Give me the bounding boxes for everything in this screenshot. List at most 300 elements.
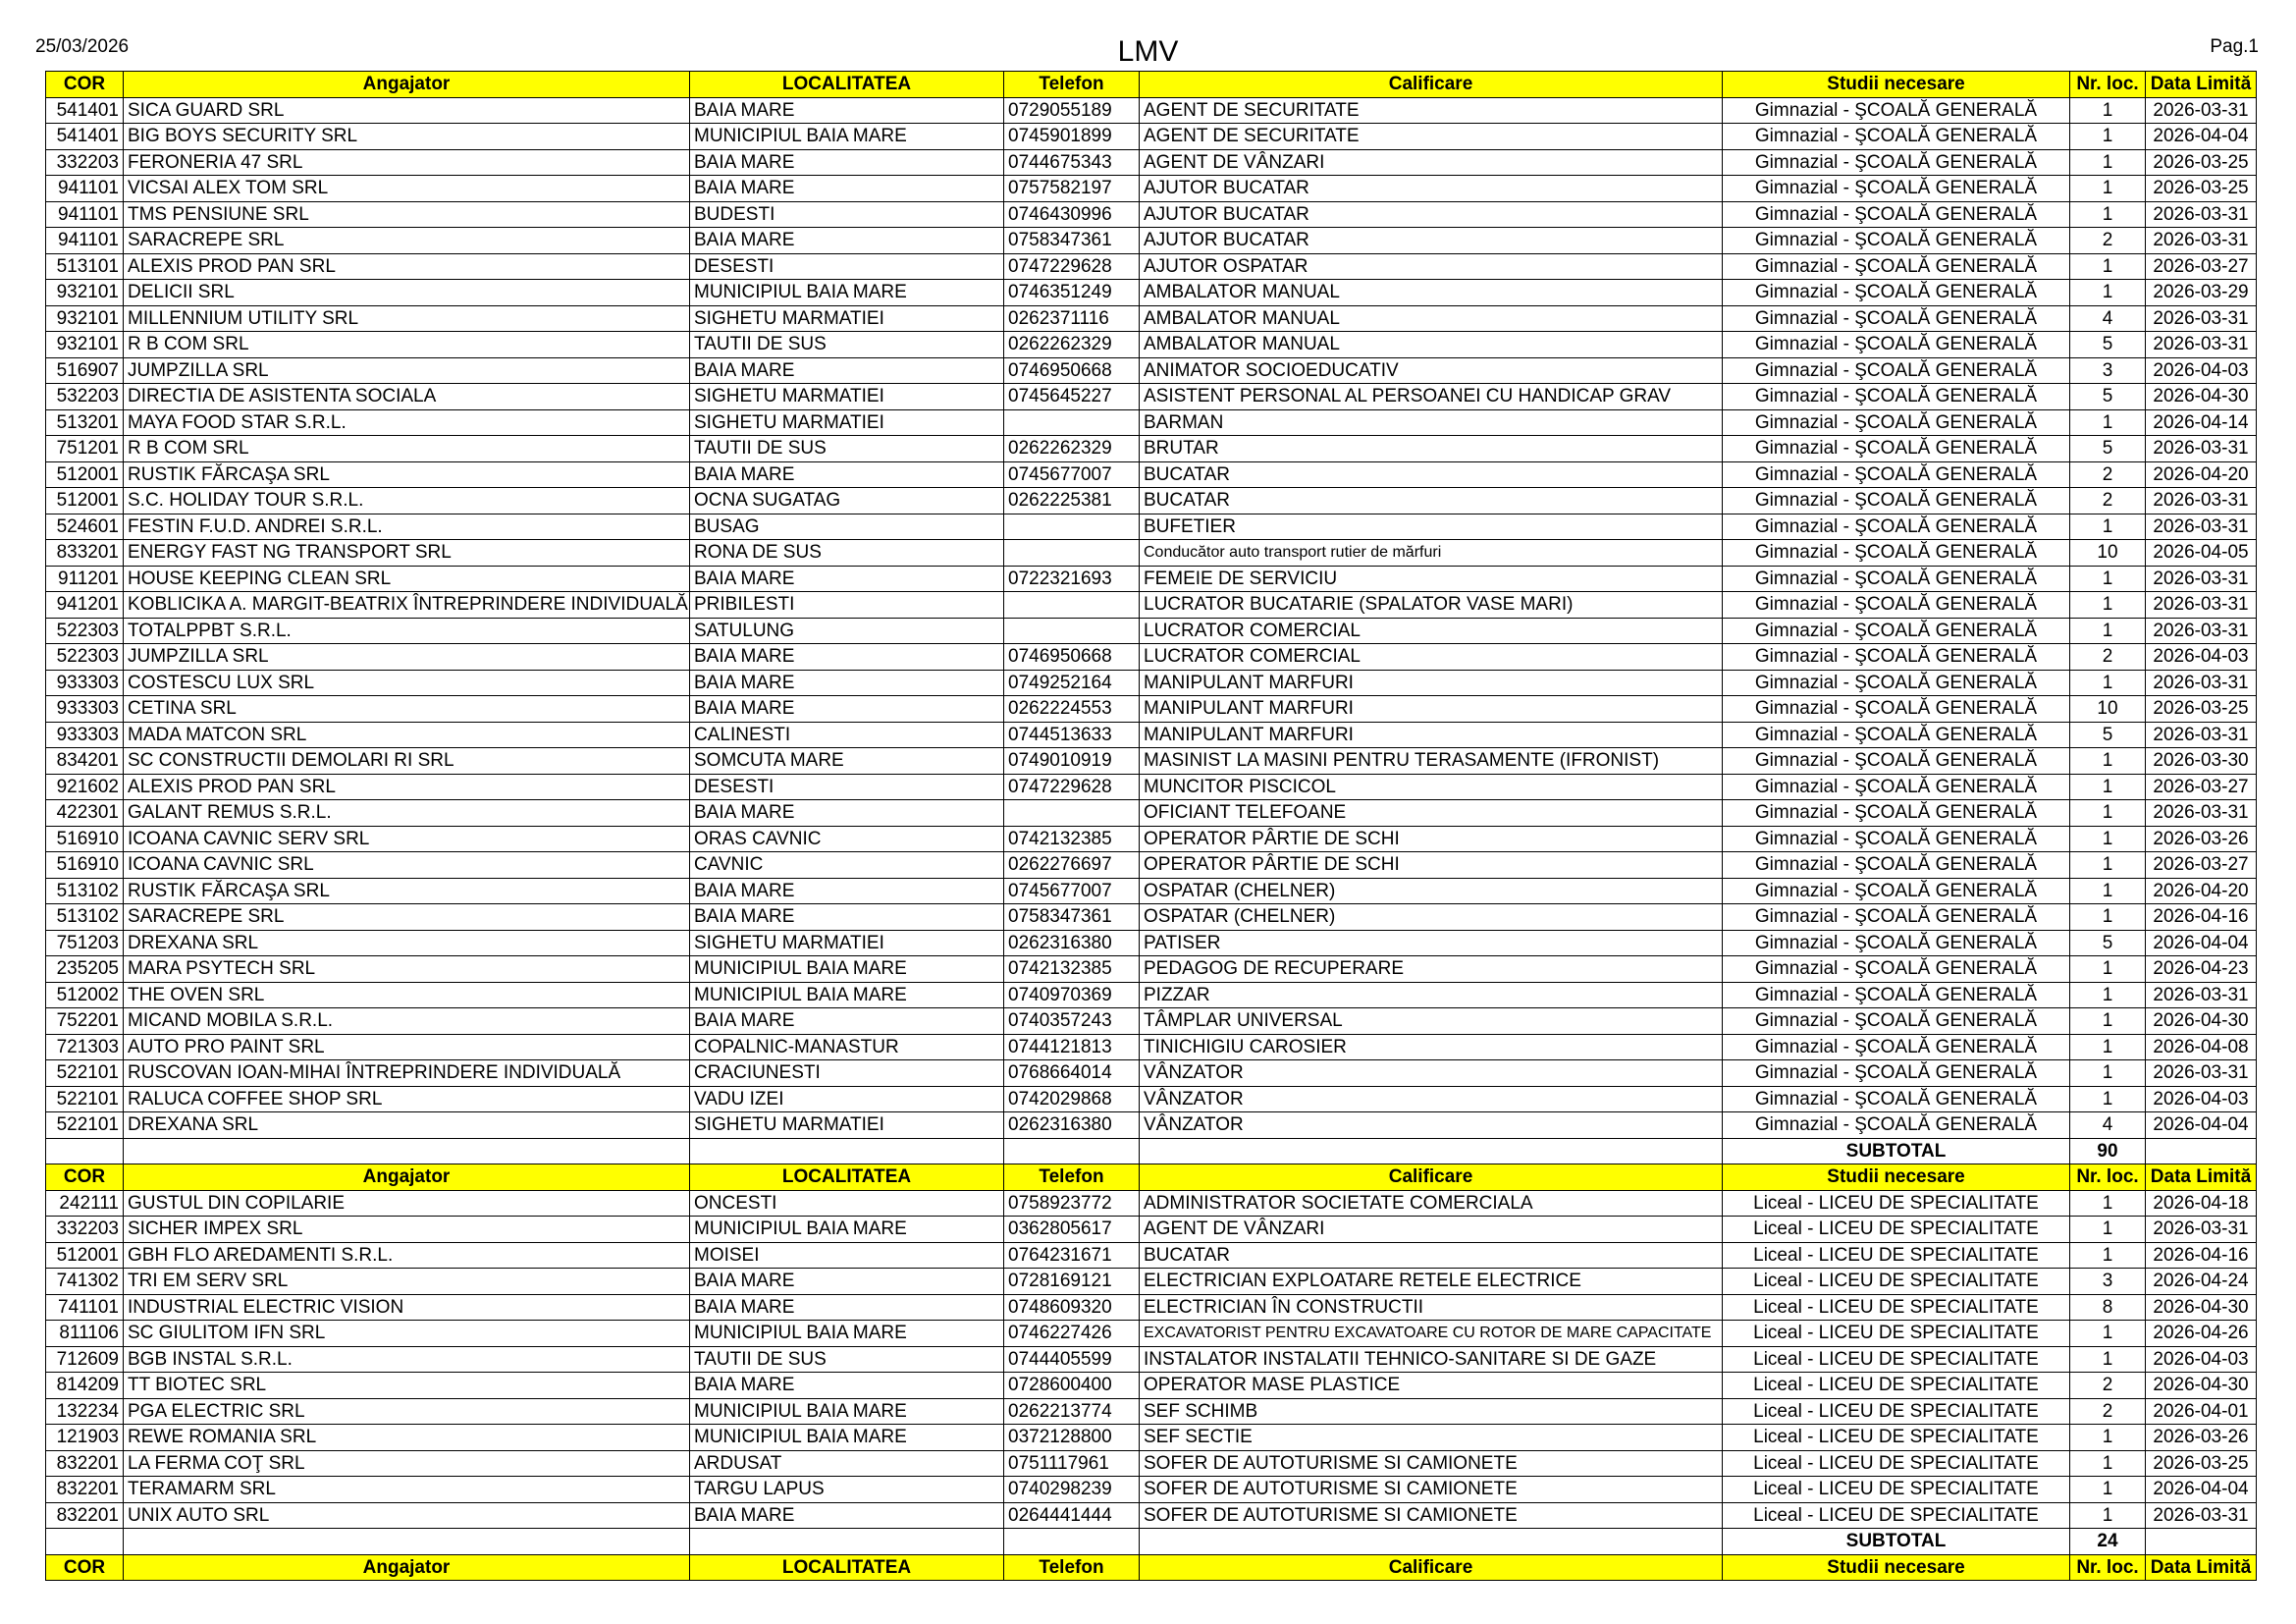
table-row xyxy=(46,1086,2257,1112)
table-row xyxy=(46,461,2257,488)
locality-cell: CALINESTI xyxy=(690,722,1004,748)
deadline-cell: 2026-03-31 xyxy=(2146,1502,2257,1529)
cor-cell: 541401 xyxy=(46,97,124,124)
studies-cell: Gimnazial - ŞCOALĂ GENERALĂ xyxy=(1723,409,2070,436)
studies-cell: Gimnazial - ŞCOALĂ GENERALĂ xyxy=(1723,956,2070,983)
column-header-employer: Angajator xyxy=(124,1554,690,1581)
cor-cell: 834201 xyxy=(46,748,124,775)
empty-cell xyxy=(690,1529,1004,1555)
deadline-cell: 2026-04-26 xyxy=(2146,1321,2257,1347)
deadline-cell: 2026-03-30 xyxy=(2146,748,2257,775)
positions-cell: 1 xyxy=(2070,1425,2146,1451)
qualification-cell: ELECTRICIAN ÎN CONSTRUCTII xyxy=(1140,1294,1723,1321)
column-header-studies: Studii necesare xyxy=(1723,1554,2070,1581)
employer-cell: ICOANA CAVNIC SERV SRL xyxy=(124,826,690,852)
studies-cell: Gimnazial - ŞCOALĂ GENERALĂ xyxy=(1723,618,2070,644)
deadline-cell: 2026-04-05 xyxy=(2146,540,2257,567)
employer-cell: RUSTIK FĂRCAŞA SRL xyxy=(124,461,690,488)
table-row xyxy=(46,1502,2257,1529)
phone-cell: 0745677007 xyxy=(1004,461,1140,488)
phone-cell: 0262224553 xyxy=(1004,696,1140,723)
deadline-cell: 2026-04-01 xyxy=(2146,1398,2257,1425)
phone-cell: 0262316380 xyxy=(1004,1112,1140,1139)
employer-cell: GUSTUL DIN COPILARIE xyxy=(124,1190,690,1217)
column-header-phone: Telefon xyxy=(1004,1554,1140,1581)
locality-cell: MUNICIPIUL BAIA MARE xyxy=(690,1217,1004,1243)
cor-cell: 833201 xyxy=(46,540,124,567)
locality-cell: SIGHETU MARMATIEI xyxy=(690,384,1004,410)
studies-cell: Gimnazial - ŞCOALĂ GENERALĂ xyxy=(1723,332,2070,358)
qualification-cell: TÂMPLAR UNIVERSAL xyxy=(1140,1008,1723,1035)
employer-cell: HOUSE KEEPING CLEAN SRL xyxy=(124,566,690,592)
column-header-positions: Nr. loc. xyxy=(2070,1554,2146,1581)
deadline-cell: 2026-03-27 xyxy=(2146,253,2257,280)
employer-cell: SARACREPE SRL xyxy=(124,904,690,931)
deadline-cell: 2026-03-31 xyxy=(2146,670,2257,696)
studies-cell: Gimnazial - ŞCOALĂ GENERALĂ xyxy=(1723,1008,2070,1035)
positions-cell: 1 xyxy=(2070,826,2146,852)
phone-cell: 0742132385 xyxy=(1004,956,1140,983)
positions-cell: 5 xyxy=(2070,930,2146,956)
table-row xyxy=(46,201,2257,228)
locality-cell: CAVNIC xyxy=(690,852,1004,879)
qualification-cell: AJUTOR BUCATAR xyxy=(1140,176,1723,202)
positions-cell: 1 xyxy=(2070,852,2146,879)
locality-cell: OCNA SUGATAG xyxy=(690,488,1004,514)
subtotal-value: 24 xyxy=(2070,1529,2146,1555)
studies-cell: Liceal - LICEU DE SPECIALITATE xyxy=(1723,1217,2070,1243)
phone-cell: 0744405599 xyxy=(1004,1346,1140,1373)
employer-cell: JUMPZILLA SRL xyxy=(124,644,690,671)
cor-cell: 512001 xyxy=(46,461,124,488)
employer-cell: ALEXIS PROD PAN SRL xyxy=(124,774,690,800)
cor-cell: 941101 xyxy=(46,201,124,228)
locality-cell: TAUTII DE SUS xyxy=(690,332,1004,358)
locality-cell: BAIA MARE xyxy=(690,696,1004,723)
table-row xyxy=(46,696,2257,723)
locality-cell: DESESTI xyxy=(690,774,1004,800)
qualification-cell: TINICHIGIU CAROSIER xyxy=(1140,1034,1723,1060)
employer-cell: TT BIOTEC SRL xyxy=(124,1373,690,1399)
positions-cell: 1 xyxy=(2070,1008,2146,1035)
locality-cell: SIGHETU MARMATIEI xyxy=(690,305,1004,332)
empty-cell xyxy=(2146,1138,2257,1164)
report-title: LMV xyxy=(1117,35,1179,68)
phone-cell: 0745901899 xyxy=(1004,124,1140,150)
phone-cell xyxy=(1004,409,1140,436)
locality-cell: MUNICIPIUL BAIA MARE xyxy=(690,982,1004,1008)
employer-cell: R B COM SRL xyxy=(124,332,690,358)
table-row xyxy=(46,514,2257,540)
table-row xyxy=(46,540,2257,567)
qualification-cell: BUCATAR xyxy=(1140,461,1723,488)
positions-cell: 2 xyxy=(2070,228,2146,254)
qualification-cell: PEDAGOG DE RECUPERARE xyxy=(1140,956,1723,983)
employer-cell: ALEXIS PROD PAN SRL xyxy=(124,253,690,280)
locality-cell: SIGHETU MARMATIEI xyxy=(690,1112,1004,1139)
positions-cell: 4 xyxy=(2070,1112,2146,1139)
positions-cell: 1 xyxy=(2070,618,2146,644)
phone-cell: 0764231671 xyxy=(1004,1242,1140,1269)
cor-cell: 932101 xyxy=(46,332,124,358)
deadline-cell: 2026-04-18 xyxy=(2146,1190,2257,1217)
cor-cell: 332203 xyxy=(46,149,124,176)
locality-cell: COPALNIC-MANASTUR xyxy=(690,1034,1004,1060)
studies-cell: Gimnazial - ŞCOALĂ GENERALĂ xyxy=(1723,436,2070,462)
positions-cell: 1 xyxy=(2070,280,2146,306)
qualification-cell: SOFER DE AUTOTURISME SI CAMIONETE xyxy=(1140,1450,1723,1477)
qualification-cell: MASINIST LA MASINI PENTRU TERASAMENTE (IFRONIST) xyxy=(1140,748,1723,775)
deadline-cell: 2026-03-31 xyxy=(2146,800,2257,827)
cor-cell: 941101 xyxy=(46,228,124,254)
table-row xyxy=(46,124,2257,150)
table-row xyxy=(46,228,2257,254)
studies-cell: Liceal - LICEU DE SPECIALITATE xyxy=(1723,1398,2070,1425)
deadline-cell: 2026-03-26 xyxy=(2146,1425,2257,1451)
qualification-cell: ELECTRICIAN EXPLOATARE RETELE ELECTRICE xyxy=(1140,1269,1723,1295)
phone-cell: 0749010919 xyxy=(1004,748,1140,775)
deadline-cell: 2026-04-16 xyxy=(2146,1242,2257,1269)
deadline-cell: 2026-04-20 xyxy=(2146,461,2257,488)
employer-cell: SARACREPE SRL xyxy=(124,228,690,254)
deadline-cell: 2026-04-03 xyxy=(2146,1346,2257,1373)
positions-cell: 5 xyxy=(2070,722,2146,748)
job-vacancies-table xyxy=(45,71,2257,1581)
deadline-cell: 2026-03-31 xyxy=(2146,566,2257,592)
studies-cell: Gimnazial - ŞCOALĂ GENERALĂ xyxy=(1723,592,2070,619)
qualification-cell: OPERATOR PÂRTIE DE SCHI xyxy=(1140,826,1723,852)
table-row xyxy=(46,722,2257,748)
qualification-cell: ASISTENT PERSONAL AL PERSOANEI CU HANDICAP GRAV xyxy=(1140,384,1723,410)
positions-cell: 1 xyxy=(2070,514,2146,540)
studies-cell: Liceal - LICEU DE SPECIALITATE xyxy=(1723,1373,2070,1399)
positions-cell: 10 xyxy=(2070,540,2146,567)
positions-cell: 2 xyxy=(2070,1373,2146,1399)
column-header-deadline: Data Limită xyxy=(2146,72,2257,98)
deadline-cell: 2026-04-23 xyxy=(2146,956,2257,983)
locality-cell: RONA DE SUS xyxy=(690,540,1004,567)
qualification-cell: MANIPULANT MARFURI xyxy=(1140,670,1723,696)
phone-cell: 0362805617 xyxy=(1004,1217,1140,1243)
qualification-cell: VÂNZATOR xyxy=(1140,1086,1723,1112)
table-row xyxy=(46,149,2257,176)
phone-cell: 0746430996 xyxy=(1004,201,1140,228)
positions-cell: 1 xyxy=(2070,566,2146,592)
deadline-cell: 2026-03-31 xyxy=(2146,332,2257,358)
employer-cell: INDUSTRIAL ELECTRIC VISION xyxy=(124,1294,690,1321)
phone-cell xyxy=(1004,618,1140,644)
locality-cell: BAIA MARE xyxy=(690,228,1004,254)
cor-cell: 522303 xyxy=(46,618,124,644)
locality-cell: ONCESTI xyxy=(690,1190,1004,1217)
phone-cell: 0264441444 xyxy=(1004,1502,1140,1529)
studies-cell: Liceal - LICEU DE SPECIALITATE xyxy=(1723,1502,2070,1529)
deadline-cell: 2026-03-26 xyxy=(2146,826,2257,852)
table-row xyxy=(46,1060,2257,1087)
column-header-phone: Telefon xyxy=(1004,1164,1140,1191)
locality-cell: VADU IZEI xyxy=(690,1086,1004,1112)
column-header-row xyxy=(46,72,2257,98)
employer-cell: PGA ELECTRIC SRL xyxy=(124,1398,690,1425)
locality-cell: BAIA MARE xyxy=(690,1008,1004,1035)
cor-cell: 522101 xyxy=(46,1086,124,1112)
employer-cell: TERAMARM SRL xyxy=(124,1477,690,1503)
phone-cell xyxy=(1004,540,1140,567)
locality-cell: BAIA MARE xyxy=(690,176,1004,202)
deadline-cell: 2026-03-31 xyxy=(2146,514,2257,540)
cor-cell: 814209 xyxy=(46,1373,124,1399)
employer-cell: FERONERIA 47 SRL xyxy=(124,149,690,176)
studies-cell: Liceal - LICEU DE SPECIALITATE xyxy=(1723,1425,2070,1451)
deadline-cell: 2026-03-27 xyxy=(2146,774,2257,800)
phone-cell: 0746950668 xyxy=(1004,644,1140,671)
employer-cell: LA FERMA COŢ SRL xyxy=(124,1450,690,1477)
positions-cell: 1 xyxy=(2070,982,2146,1008)
deadline-cell: 2026-04-04 xyxy=(2146,1477,2257,1503)
table-row xyxy=(46,904,2257,931)
employer-cell: GALANT REMUS S.R.L. xyxy=(124,800,690,827)
employer-cell: AUTO PRO PAINT SRL xyxy=(124,1034,690,1060)
column-header-employer: Angajator xyxy=(124,72,690,98)
phone-cell: 0729055189 xyxy=(1004,97,1140,124)
cor-cell: 741302 xyxy=(46,1269,124,1295)
column-header-positions: Nr. loc. xyxy=(2070,1164,2146,1191)
locality-cell: BAIA MARE xyxy=(690,904,1004,931)
phone-cell: 0751117961 xyxy=(1004,1450,1140,1477)
phone-cell: 0748609320 xyxy=(1004,1294,1140,1321)
studies-cell: Gimnazial - ŞCOALĂ GENERALĂ xyxy=(1723,774,2070,800)
cor-cell: 422301 xyxy=(46,800,124,827)
positions-cell: 8 xyxy=(2070,1294,2146,1321)
studies-cell: Gimnazial - ŞCOALĂ GENERALĂ xyxy=(1723,1112,2070,1139)
deadline-cell: 2026-03-31 xyxy=(2146,1217,2257,1243)
studies-cell: Gimnazial - ŞCOALĂ GENERALĂ xyxy=(1723,878,2070,904)
locality-cell: MOISEI xyxy=(690,1242,1004,1269)
subtotal-label: SUBTOTAL xyxy=(1723,1529,2070,1555)
deadline-cell: 2026-03-31 xyxy=(2146,488,2257,514)
table-row xyxy=(46,878,2257,904)
table-row xyxy=(46,1190,2257,1217)
table-row xyxy=(46,592,2257,619)
empty-cell xyxy=(690,1138,1004,1164)
cor-cell: 933303 xyxy=(46,696,124,723)
phone-cell: 0758923772 xyxy=(1004,1190,1140,1217)
employer-cell: SICHER IMPEX SRL xyxy=(124,1217,690,1243)
phone-cell: 0740357243 xyxy=(1004,1008,1140,1035)
phone-cell: 0749252164 xyxy=(1004,670,1140,696)
column-header-qualification: Calificare xyxy=(1140,1164,1723,1191)
qualification-cell: OSPATAR (CHELNER) xyxy=(1140,878,1723,904)
phone-cell: 0262262329 xyxy=(1004,436,1140,462)
deadline-cell: 2026-04-30 xyxy=(2146,1373,2257,1399)
positions-cell: 1 xyxy=(2070,1086,2146,1112)
locality-cell: MUNICIPIUL BAIA MARE xyxy=(690,1398,1004,1425)
phone-cell: 0740298239 xyxy=(1004,1477,1140,1503)
positions-cell: 1 xyxy=(2070,409,2146,436)
column-header-cor: COR xyxy=(46,1554,124,1581)
positions-cell: 1 xyxy=(2070,774,2146,800)
page-number: Pag.1 xyxy=(2210,36,2259,57)
positions-cell: 1 xyxy=(2070,670,2146,696)
cor-cell: 933303 xyxy=(46,722,124,748)
phone-cell xyxy=(1004,514,1140,540)
qualification-cell: SEF SCHIMB xyxy=(1140,1398,1723,1425)
locality-cell: BUDESTI xyxy=(690,201,1004,228)
table-row xyxy=(46,774,2257,800)
qualification-cell: AGENT DE SECURITATE xyxy=(1140,124,1723,150)
qualification-cell: VÂNZATOR xyxy=(1140,1060,1723,1087)
table-row xyxy=(46,1269,2257,1295)
employer-cell: MICAND MOBILA S.R.L. xyxy=(124,1008,690,1035)
table-row xyxy=(46,800,2257,827)
positions-cell: 1 xyxy=(2070,149,2146,176)
cor-cell: 941101 xyxy=(46,176,124,202)
deadline-cell: 2026-04-03 xyxy=(2146,1086,2257,1112)
column-header-qualification: Calificare xyxy=(1140,72,1723,98)
studies-cell: Gimnazial - ŞCOALĂ GENERALĂ xyxy=(1723,540,2070,567)
phone-cell: 0744513633 xyxy=(1004,722,1140,748)
table-row xyxy=(46,176,2257,202)
column-header-deadline: Data Limită xyxy=(2146,1164,2257,1191)
deadline-cell: 2026-04-04 xyxy=(2146,930,2257,956)
locality-cell: BAIA MARE xyxy=(690,670,1004,696)
cor-cell: 242111 xyxy=(46,1190,124,1217)
employer-cell: TMS PENSIUNE SRL xyxy=(124,201,690,228)
cor-cell: 513102 xyxy=(46,878,124,904)
deadline-cell: 2026-04-04 xyxy=(2146,124,2257,150)
studies-cell: Gimnazial - ŞCOALĂ GENERALĂ xyxy=(1723,852,2070,879)
employer-cell: REWE ROMANIA SRL xyxy=(124,1425,690,1451)
phone-cell: 0262371116 xyxy=(1004,305,1140,332)
locality-cell: DESESTI xyxy=(690,253,1004,280)
qualification-cell: ADMINISTRATOR SOCIETATE COMERCIALA xyxy=(1140,1190,1723,1217)
qualification-cell: AMBALATOR MANUAL xyxy=(1140,305,1723,332)
table-row xyxy=(46,488,2257,514)
empty-cell xyxy=(1004,1138,1140,1164)
cor-cell: 933303 xyxy=(46,670,124,696)
locality-cell: TAUTII DE SUS xyxy=(690,436,1004,462)
cor-cell: 721303 xyxy=(46,1034,124,1060)
employer-cell: BGB INSTAL S.R.L. xyxy=(124,1346,690,1373)
column-header-studies: Studii necesare xyxy=(1723,1164,2070,1191)
table-row xyxy=(46,332,2257,358)
positions-cell: 1 xyxy=(2070,1450,2146,1477)
locality-cell: SIGHETU MARMATIEI xyxy=(690,409,1004,436)
cor-cell: 832201 xyxy=(46,1502,124,1529)
cor-cell: 121903 xyxy=(46,1425,124,1451)
qualification-cell: MANIPULANT MARFURI xyxy=(1140,696,1723,723)
deadline-cell: 2026-04-24 xyxy=(2146,1269,2257,1295)
employer-cell: R B COM SRL xyxy=(124,436,690,462)
employer-cell: RUSCOVAN IOAN-MIHAI ÎNTREPRINDERE INDIVIDUALĂ xyxy=(124,1060,690,1087)
column-header-positions: Nr. loc. xyxy=(2070,72,2146,98)
studies-cell: Gimnazial - ŞCOALĂ GENERALĂ xyxy=(1723,253,2070,280)
qualification-cell: SEF SECTIE xyxy=(1140,1425,1723,1451)
table-row xyxy=(46,305,2257,332)
employer-cell: MADA MATCON SRL xyxy=(124,722,690,748)
table-row xyxy=(46,436,2257,462)
table-row xyxy=(46,409,2257,436)
phone-cell: 0768664014 xyxy=(1004,1060,1140,1087)
deadline-cell: 2026-03-31 xyxy=(2146,228,2257,254)
locality-cell: SATULUNG xyxy=(690,618,1004,644)
qualification-cell: AGENT DE VÂNZARI xyxy=(1140,149,1723,176)
positions-cell: 1 xyxy=(2070,1242,2146,1269)
deadline-cell: 2026-03-29 xyxy=(2146,280,2257,306)
positions-cell: 1 xyxy=(2070,878,2146,904)
deadline-cell: 2026-03-31 xyxy=(2146,982,2257,1008)
locality-cell: PRIBILESTI xyxy=(690,592,1004,619)
positions-cell: 1 xyxy=(2070,1190,2146,1217)
phone-cell: 0728169121 xyxy=(1004,1269,1140,1295)
table-row xyxy=(46,618,2257,644)
locality-cell: CRACIUNESTI xyxy=(690,1060,1004,1087)
table-row xyxy=(46,1008,2257,1035)
subtotal-row xyxy=(46,1529,2257,1555)
phone-cell: 0728600400 xyxy=(1004,1373,1140,1399)
studies-cell: Liceal - LICEU DE SPECIALITATE xyxy=(1723,1450,2070,1477)
studies-cell: Gimnazial - ŞCOALĂ GENERALĂ xyxy=(1723,670,2070,696)
table-row xyxy=(46,1477,2257,1503)
empty-cell xyxy=(124,1529,690,1555)
employer-cell: CETINA SRL xyxy=(124,696,690,723)
cor-cell: 513102 xyxy=(46,904,124,931)
positions-cell: 1 xyxy=(2070,1034,2146,1060)
positions-cell: 1 xyxy=(2070,592,2146,619)
column-header-studies: Studii necesare xyxy=(1723,72,2070,98)
cor-cell: 522101 xyxy=(46,1060,124,1087)
employer-cell: FESTIN F.U.D. ANDREI S.R.L. xyxy=(124,514,690,540)
positions-cell: 1 xyxy=(2070,1217,2146,1243)
table-row xyxy=(46,253,2257,280)
qualification-cell: MUNCITOR PISCICOL xyxy=(1140,774,1723,800)
positions-cell: 1 xyxy=(2070,1060,2146,1087)
column-header-cor: COR xyxy=(46,72,124,98)
subtotal-value: 90 xyxy=(2070,1138,2146,1164)
report-date: 25/03/2026 xyxy=(35,36,130,57)
empty-cell xyxy=(1004,1529,1140,1555)
locality-cell: BAIA MARE xyxy=(690,1269,1004,1295)
table-row xyxy=(46,566,2257,592)
table-row xyxy=(46,982,2257,1008)
employer-cell: DIRECTIA DE ASISTENTA SOCIALA xyxy=(124,384,690,410)
deadline-cell: 2026-04-20 xyxy=(2146,878,2257,904)
studies-cell: Gimnazial - ŞCOALĂ GENERALĂ xyxy=(1723,280,2070,306)
deadline-cell: 2026-03-27 xyxy=(2146,852,2257,879)
cor-cell: 712609 xyxy=(46,1346,124,1373)
cor-cell: 512002 xyxy=(46,982,124,1008)
studies-cell: Gimnazial - ŞCOALĂ GENERALĂ xyxy=(1723,1034,2070,1060)
positions-cell: 1 xyxy=(2070,956,2146,983)
positions-cell: 1 xyxy=(2070,1477,2146,1503)
table-row xyxy=(46,1242,2257,1269)
column-header-employer: Angajator xyxy=(124,1164,690,1191)
phone-cell: 0742029868 xyxy=(1004,1086,1140,1112)
deadline-cell: 2026-03-31 xyxy=(2146,305,2257,332)
qualification-cell: AJUTOR OSPATAR xyxy=(1140,253,1723,280)
cor-cell: 513201 xyxy=(46,409,124,436)
deadline-cell: 2026-03-31 xyxy=(2146,592,2257,619)
positions-cell: 1 xyxy=(2070,800,2146,827)
qualification-cell: SOFER DE AUTOTURISME SI CAMIONETE xyxy=(1140,1477,1723,1503)
table-row xyxy=(46,930,2257,956)
qualification-cell: MANIPULANT MARFURI xyxy=(1140,722,1723,748)
table-row xyxy=(46,1425,2257,1451)
employer-cell: TRI EM SERV SRL xyxy=(124,1269,690,1295)
studies-cell: Gimnazial - ŞCOALĂ GENERALĂ xyxy=(1723,644,2070,671)
studies-cell: Gimnazial - ŞCOALĂ GENERALĂ xyxy=(1723,357,2070,384)
phone-cell: 0745677007 xyxy=(1004,878,1140,904)
